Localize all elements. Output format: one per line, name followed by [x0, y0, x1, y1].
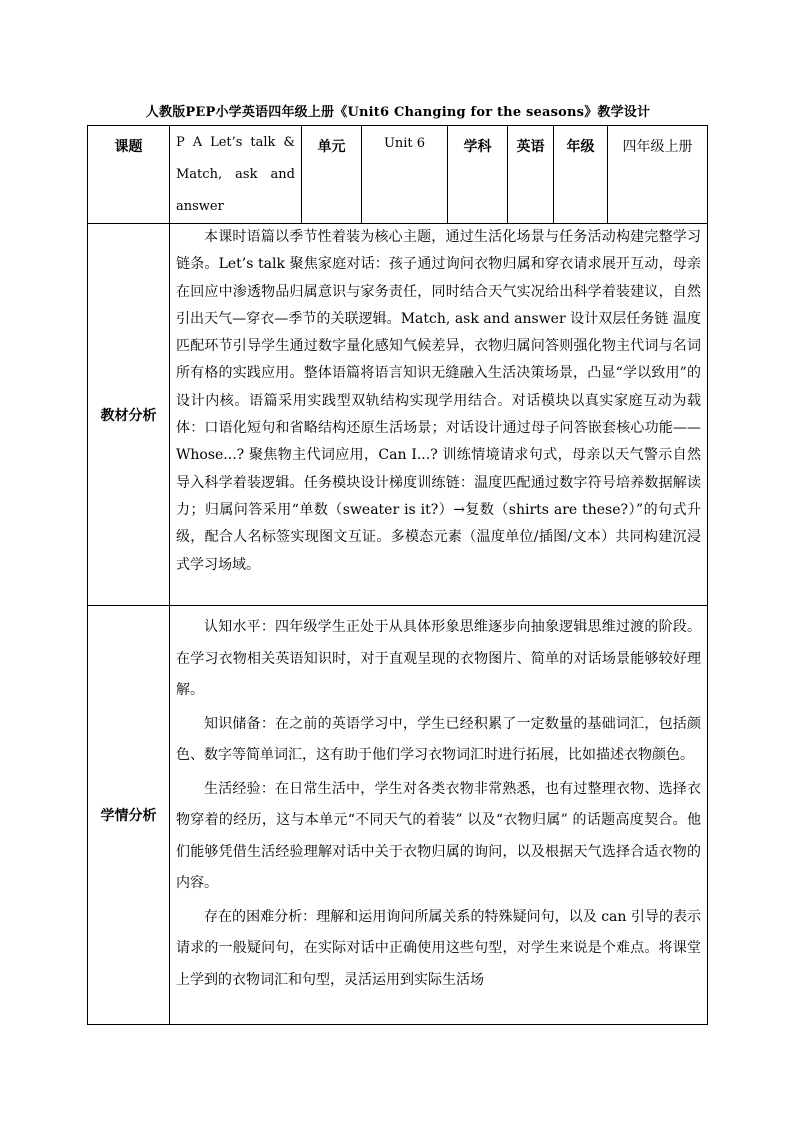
grade-value: 四年级上册: [608, 126, 708, 224]
lesson-plan-table: [87, 125, 708, 1025]
textbook-analysis-row: [88, 224, 708, 606]
textbook-analysis-label: 教材分析: [88, 224, 170, 606]
document-title: 人教版PEP小学英语四年级上册《Unit6 Changing for the seasons》教学设计: [145, 105, 651, 120]
header-row: [88, 126, 708, 224]
student-analysis-row: [88, 606, 708, 1025]
textbook-analysis-cell: [170, 224, 708, 606]
student-paragraph-experience: 生活经验：在日常生活中，学生对各类衣物非常熟悉，也有过整理衣物、选择衣物穿着的经历，这与本单元“不同天气的着装” 以及“衣物归属” 的话题高度契合。他们能够凭借生活经验理解对话中关于衣物归属的询问，以及根据天气选择合适衣物的内容。: [176, 780, 701, 891]
grade-label: 年级: [554, 126, 608, 224]
topic-label: 课题: [88, 126, 170, 224]
unit-value: Unit 6: [362, 126, 448, 224]
student-paragraph-knowledge: 知识储备：在之前的英语学习中，学生已经积累了一定数量的基础词汇，包括颜色、数字等简单词汇，这有助于他们学习衣物词汇时进行拓展，比如描述衣物颜色。: [176, 715, 701, 763]
student-analysis-label: 学情分析: [88, 606, 170, 1025]
unit-label: 单元: [302, 126, 362, 224]
student-paragraph-difficulty: 存在的困难分析：理解和运用询问所属关系的特殊疑问句，以及 can 引导的表示请求的一般疑问句，在实际对话中正确使用这些句型，对学生来说是个难点。将课堂上学到的衣物词汇和句型，灵活运用到实际生活场: [176, 908, 701, 988]
topic-value: P A Let’s talk & Match, ask and answer: [170, 126, 302, 224]
student-analysis-cell: [170, 606, 708, 1025]
textbook-analysis-text: 本课时语篇以季节性着装为核心主题，通过生活化场景与任务活动构建完整学习链条。Let’s talk 聚焦家庭对话：孩子通过询问衣物归属和穿衣请求展开互动，母亲在回应中渗透物品归属意识与家务责任，同时结合天气实况给出科学着装建议，自然引出天气—穿衣—季节的关联逻辑。Match, ask and answer 设计双层任务链 温度匹配环节引导学生通过数字量化感知气候差异，衣物归属问答则强化物主代词与名词所有格的实践应用。整体语篇将语言知识无缝融入生活决策场景，凸显“学以致用”的设计内核。语篇采用实践型双轨结构实现学用结合。对话模块以真实家庭互动为载体：口语化短句和省略结构还原生活场景；对话设计通过母子问答嵌套核心功能——Whose...? 聚焦物主代词应用，Can I...? 训练情境请求句式，母亲以天气警示自然导入科学着装逻辑。任务模块设计梯度训练链：温度匹配通过数字符号培养数据解读力；归属问答采用“单数（sweater is it?）→复数（shirts are these?）”的句式升级，配合人名标签实现图文互证。多模态元素（温度单位/插图/文本）共同构建沉浸式学习场域。: [176, 229, 701, 573]
student-paragraph-cognitive: 认知水平：四年级学生正处于从具体形象思维逐步向抽象逻辑思维过渡的阶段。在学习衣物相关英语知识时，对于直观呈现的衣物图片、简单的对话场景能够较好理解。: [176, 619, 701, 698]
subject-value: 英语: [508, 126, 554, 224]
subject-label: 学科: [448, 126, 508, 224]
